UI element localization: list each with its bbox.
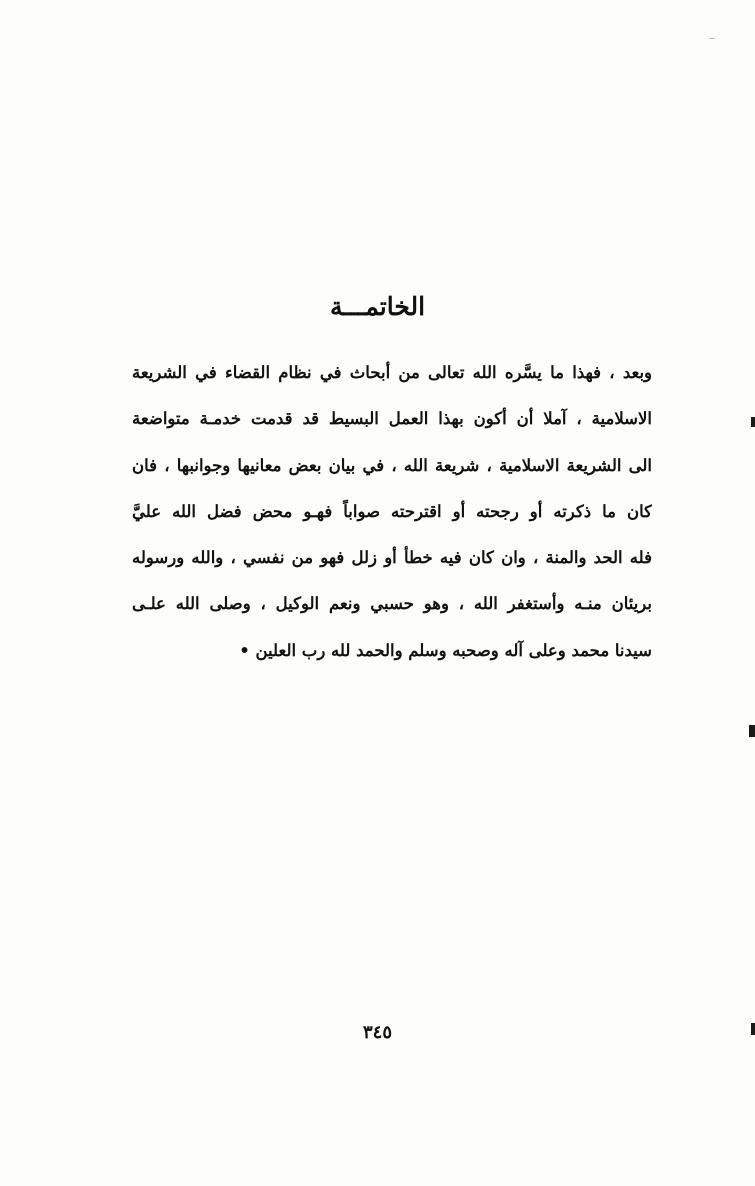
- chapter-title: الخاتمـــة: [329, 292, 426, 321]
- text-line: الى الشريعة الاسلامية ، شريعة الله ، في بيان بعض معانيها وجوانبها ، فان: [132, 455, 652, 475]
- scan-edge-mark: [751, 417, 755, 427]
- scan-edge-mark: [749, 725, 755, 737]
- scan-edge-mark: [751, 1023, 755, 1035]
- text-line: بريئان منـه وأستغفر الله ، وهو حسبي ونعم الوكيل ، وصلى الله علـى: [132, 594, 652, 614]
- scan-speck: [709, 38, 715, 39]
- text-line: وبعد ، فهذا ما يسَّره الله تعالى من أبحاث في نظام القضاء في الشريعة: [132, 363, 652, 382]
- text-line: الاسلامية ، آملا أن أكون بهذا العمل البسيط قد قدمت خدمـة متواضعة: [132, 409, 652, 429]
- text-line: فله الحد والمنة ، وان كان فيه خطأ أو زلل فهو من نفسي ، والله ورسوله: [132, 548, 652, 568]
- page-number: ٣٤٥: [362, 1022, 392, 1043]
- body-paragraph: [132, 350, 652, 674]
- text-line: سيدنا محمد وعلى آله وصحبه وسلم والحمد لله رب العلين •: [239, 640, 652, 660]
- text-line: كان ما ذكرته أو رجحته أو اقترحته صواباً فهـو محض فضل الله عليَّ: [132, 501, 652, 521]
